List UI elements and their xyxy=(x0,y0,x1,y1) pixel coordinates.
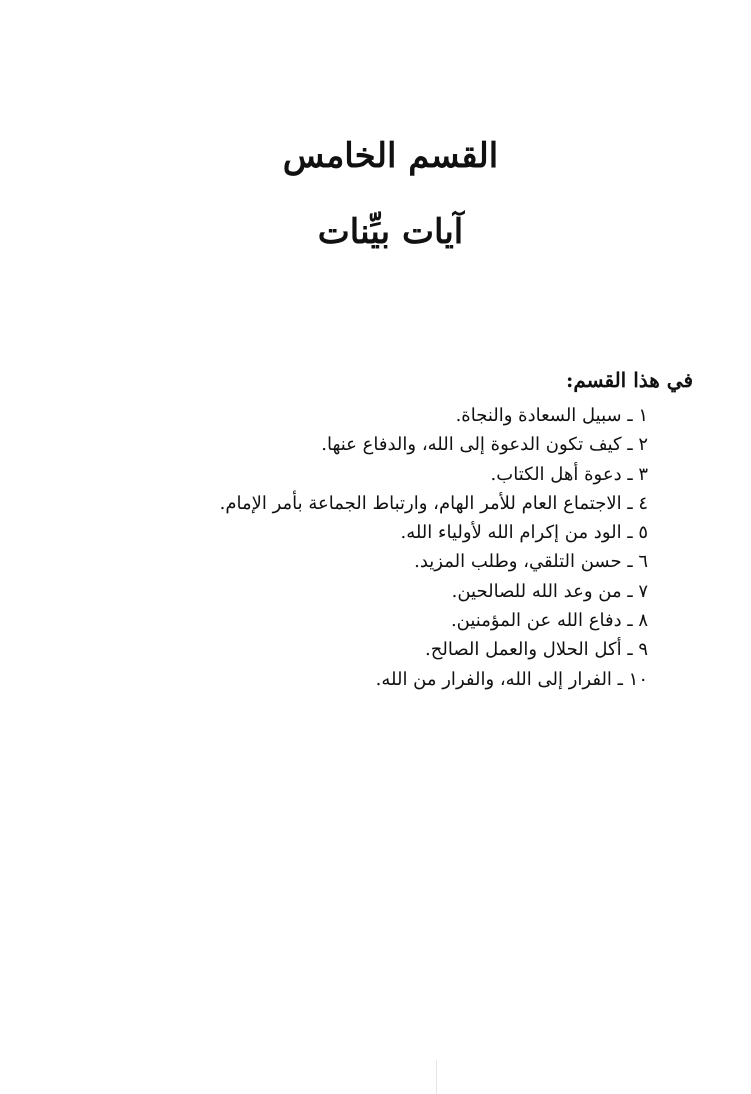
scan-line xyxy=(436,1060,437,1094)
contents-heading: في هذا القسم: xyxy=(565,368,693,392)
list-item: ٨ ـ دفاع الله عن المؤمنين. xyxy=(450,610,648,632)
list-item: ٥ ـ الود من إكرام الله لأولياء الله. xyxy=(400,522,648,544)
contents-list xyxy=(220,401,648,694)
list-item: ١ ـ سبيل السعادة والنجاة. xyxy=(455,405,648,426)
list-item: ٩ ـ أكل الحلال والعمل الصالح. xyxy=(425,639,648,661)
list-item: ٢ ـ كيف تكون الدعوة إلى الله، والدفاع عنها. xyxy=(321,434,648,456)
section-title: القسم الخامس xyxy=(282,136,499,176)
list-item: ٤ ـ الاجتماع العام للأمر الهام، وارتباط الجماعة بأمر الإمام. xyxy=(219,492,648,514)
list-item: ٧ ـ من وعد الله للصالحين. xyxy=(451,580,648,602)
list-item: ١٠ ـ الفرار إلى الله، والفرار من الله. xyxy=(375,668,648,690)
list-item: ٦ ـ حسن التلقي، وطلب المزيد. xyxy=(414,551,648,573)
list-item: ٣ ـ دعوة أهل الكتاب. xyxy=(490,463,648,485)
section-subtitle: آيات بيِّنات xyxy=(317,212,464,252)
